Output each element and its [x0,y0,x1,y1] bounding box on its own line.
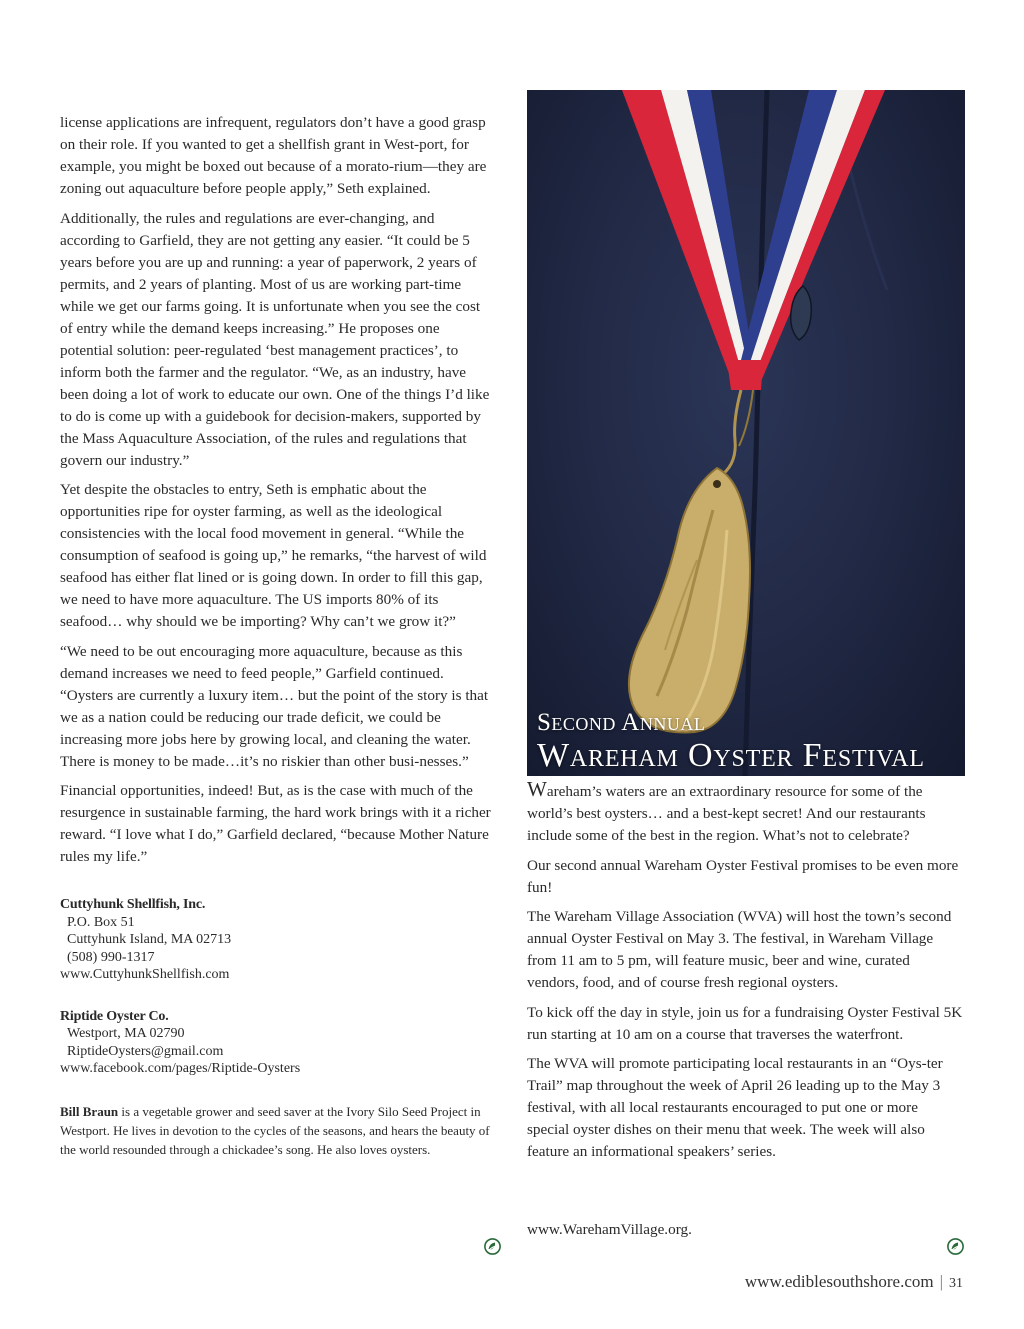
contact-phone: (508) 990-1317 [67,949,155,965]
medal-clasp [739,390,753,446]
festival-paragraph [527,778,963,847]
article-paragraph: Yet despite the obstacles to entry, Seth is emphatic about the opportunities ripe for oyster farming, as well as the ideological consistencies with the local food movement in general. “While the consumption of seafood is going up,” he remarks, “the harvest of wild seafood has either flat lined or is going down. In order to fill this gap, we need to have more aquaculture. The US imports 80% of its seafood… why should we be importing? Why can’t we grow it?” [60,481,487,630]
author-bio-text: is a vegetable grower and seed saver at the Ivory Silo Seed Project in Westport. He lives in devotion to the cycles of the seasons, and hears the beauty of the world resounded through a chickadee’s song. He also loves oysters. [60,1103,490,1157]
festival-paragraph: To kick off the day in style, join us for a fundraising Oyster Festival 5K run starting at 10 am on a course that traverses the waterfront. [527,1003,963,1043]
shell-hole [713,480,721,488]
page-footer [745,1272,963,1292]
edible-logo-icon [484,1238,501,1255]
footer-separator: | [939,1272,943,1291]
contact-address: P.O. Box 51 [67,914,135,930]
contact-address: Cuttyhunk Island, MA 02713 [67,932,232,947]
author-bio [60,1102,496,1159]
edible-logo-icon [947,1238,964,1255]
festival-paragraph: Our second annual Wareham Oyster Festival promises to be even more fun! [527,856,959,896]
article-paragraph: license applications are infrequent, regulators don’t have a good grasp on their role. If you wanted to get a shellfish grant in West-port, for example, you might be boxed out because of a morato-rium—they are zoning out aquaculture before people apply,” Seth explained. [60,114,487,197]
contact-email-link[interactable]: RiptideOysters@gmail.com [67,1043,224,1059]
festival-subtitle: Second Annual [537,709,706,736]
contact-riptide [60,1008,496,1078]
right-column [527,778,963,1171]
article-paragraph: “We need to be out encouraging more aquaculture, because as this demand increases we need to feed people,” Garfield continued. “Oysters are currently a luxury item… but the point of the story is that we as a nation could be reducing our trade deficit, we could be increasing more jobs here by growing local, and cleaning the water. There is money to be made…it’s no riskier than other busi-nesses.” [60,642,489,770]
zipper-line [745,90,767,776]
ribbon-joint [727,360,763,390]
festival-title [537,709,925,775]
festival-paragraph-text: areham’s waters are an extraordinary resource for some of the world’s best oysters… and a best-kept secret! And our restaurants include some of the best in the region. What’s not to celebrate? [527,783,926,844]
footer-site-link[interactable]: www.ediblesouthshore.com [744,1272,934,1291]
article-paragraph: Financial opportunities, indeed! But, as is the case with much of the resurgence in sustainable farming, the hard work brings with it a richer reward. “I love what I do,” Garfield declared, “because Mother Nature rules my life.” [60,782,491,865]
medal-illustration [527,90,965,776]
festival-paragraph: The Wareham Village Association (WVA) will host the town’s second annual Oyster Festival on May 3. The festival, in Wareham Village from 11 am to 5 pm, will feature music, beer and wine, curated vendors, food, and of course fresh regional oysters. [527,908,952,991]
contact-website-link[interactable]: www.CuttyhunkShellfish.com [60,967,230,982]
left-column [60,112,496,1159]
drop-cap: W [527,777,547,801]
author-name: Bill Braun [60,1103,119,1119]
contact-address: Westport, MA 02790 [67,1026,185,1041]
oyster-medal-photo [527,90,965,776]
page-number: 31 [949,1276,963,1291]
contact-cuttyhunk [60,896,496,984]
medal-clasp [723,390,741,474]
contact-website-link[interactable]: www.facebook.com/pages/Riptide-Oysters [60,1061,301,1076]
festival-paragraph: The WVA will promote participating local restaurants in an “Oys-ter Trail” map throughout the week of April 26 leading up to the May 3 festival, with all local restaurants encouraged to put one or more special oyster dishes on their menu that week. The week will also feature an informational speakers’ series. [527,1055,943,1160]
wareham-village-link[interactable]: www.WarehamVillage.org. [527,1221,692,1238]
article-paragraph: Additionally, the rules and regulations are ever-changing, and according to Garfield, they are not getting any easier. “It could be 5 years before you are up and running: a year of paperwork, 2 years of permits, and 2 years of planting. Most of us are working part-time while we get our farms going. It is unfortunate when you see the cost of entry while the demand keeps increasing.” He proposes one potential solution: peer-regulated ‘best management practices’, to inform both the farmer and the regulator. “We, as an industry, have been doing a lot of work to educate our own. One of the things I’d like to do is come up with a guidebook for decision-makers, supported by the Mass Aquaculture Association, of the rules and regulations that govern our industry.” [60,209,490,469]
festival-main-title: Wareham Oyster Festival [537,737,925,774]
contact-name: Cuttyhunk Shellfish, Inc. [60,897,206,912]
contact-name: Riptide Oyster Co. [60,1008,169,1024]
